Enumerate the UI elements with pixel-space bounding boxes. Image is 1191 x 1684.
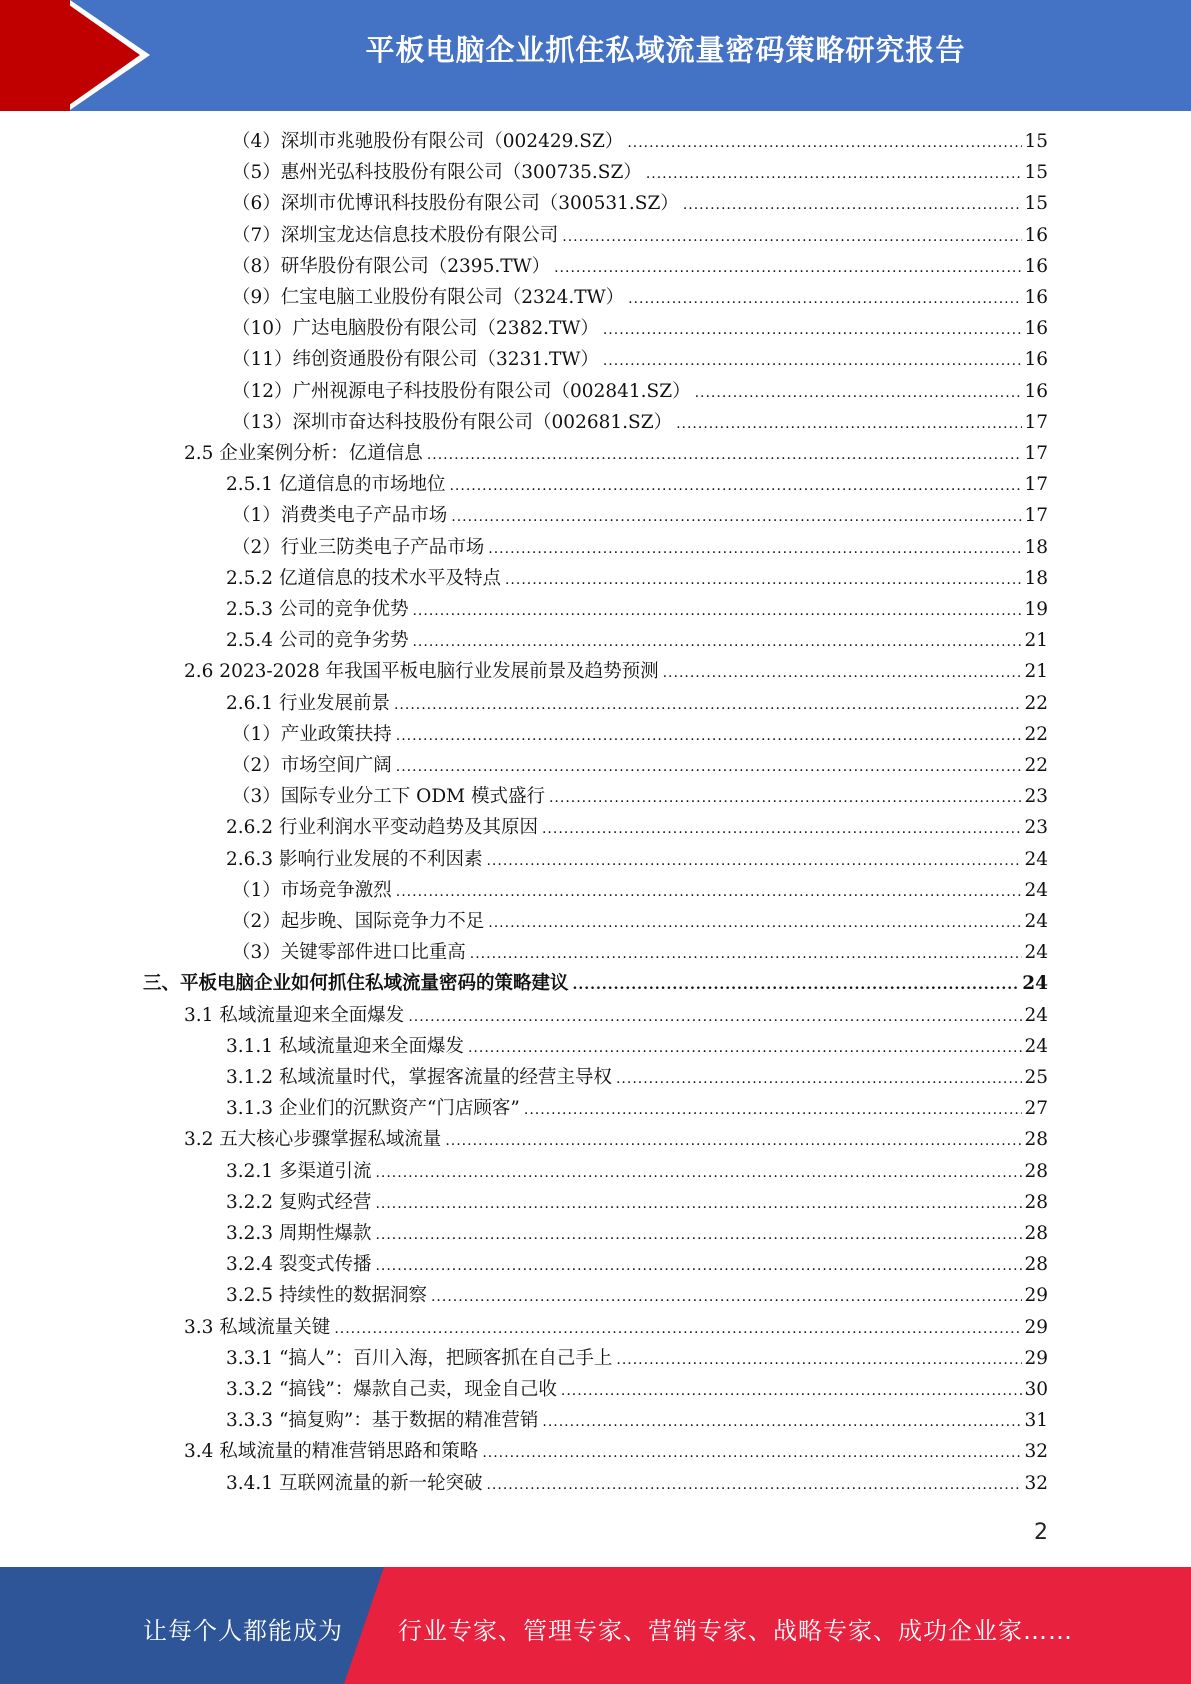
toc-leader-dots xyxy=(562,223,1022,251)
toc-entry-label: （1）市场竞争激烈 xyxy=(232,879,392,901)
toc-leader-dots xyxy=(628,285,1022,313)
toc-entry-page: 15 xyxy=(1024,193,1048,215)
toc-leader-dots xyxy=(486,1471,1022,1499)
toc-entry[interactable] xyxy=(232,752,1048,780)
toc-entry[interactable] xyxy=(226,1158,1048,1186)
toc-leader-dots xyxy=(375,1221,1022,1249)
toc-entry-page: 23 xyxy=(1024,786,1048,808)
toc-entry-label: 3.4.1 互联网流量的新一轮突破 xyxy=(226,1472,483,1494)
toc-leader-dots xyxy=(334,1315,1022,1343)
toc-leader-dots xyxy=(396,878,1023,906)
toc-leader-dots xyxy=(603,347,1023,375)
toc-leader-dots xyxy=(549,784,1022,812)
toc-entry-label: 3.2.3 周期性爆款 xyxy=(226,1223,372,1244)
toc-leader-dots xyxy=(482,1439,1022,1467)
toc-entry[interactable] xyxy=(226,1095,1048,1123)
toc-entry-label: （2）起步晚、国际竞争力不足 xyxy=(232,911,485,932)
toc-leader-dots xyxy=(486,847,1022,875)
toc-leader-dots xyxy=(449,472,1022,500)
toc-leader-dots xyxy=(603,316,1023,344)
toc-entry-label: 3.4 私域流量的精准营销思路和策略 xyxy=(184,1441,479,1463)
toc-entry-page: 17 xyxy=(1024,505,1048,527)
toc-entry-page: 19 xyxy=(1024,599,1048,620)
toc-entry-page: 22 xyxy=(1024,692,1048,714)
toc-entry-page: 24 xyxy=(1024,1035,1048,1057)
toc-entry-label: 2.6 2023-2028 年我国平板电脑行业发展前景及趋势预测 xyxy=(184,661,659,683)
toc-entry[interactable] xyxy=(184,1314,1048,1342)
toc-entry[interactable] xyxy=(226,627,1048,655)
toc-entry-page: 22 xyxy=(1024,723,1048,745)
toc-entry-label: 3.3.3 “搞复购”：基于数据的精准营销 xyxy=(226,1410,539,1432)
toc-entry-page: 29 xyxy=(1024,1316,1048,1338)
toc-entry-label: （10）广达电脑股份有限公司（2382.TW） xyxy=(232,318,599,340)
toc-leader-dots xyxy=(396,753,1023,781)
page-header xyxy=(0,0,1191,111)
toc-entry-label: 2.5.4 公司的竞争劣势 xyxy=(226,630,409,652)
toc-entry-label: 3.1.1 私域流量迎来全面爆发 xyxy=(226,1035,464,1057)
toc-entry-label: 2.5.1 亿道信息的市场地位 xyxy=(226,474,446,496)
toc-leader-dots xyxy=(561,1377,1023,1405)
toc-leader-dots xyxy=(375,1252,1022,1280)
toc-entry[interactable] xyxy=(232,908,1048,936)
toc-leader-dots xyxy=(412,597,1022,625)
toc-entry[interactable] xyxy=(232,284,1048,312)
toc-entry-page: 24 xyxy=(1024,848,1048,870)
toc-entry[interactable] xyxy=(232,128,1048,156)
toc-entry-label: 3.2.1 多渠道引流 xyxy=(226,1160,372,1182)
toc-entry-page: 17 xyxy=(1024,443,1048,464)
toc-entry[interactable] xyxy=(184,1438,1048,1466)
toc-leader-dots xyxy=(542,1408,1022,1436)
toc-entry-label: （11）纬创资通股份有限公司（3231.TW） xyxy=(232,349,599,371)
toc-entry[interactable] xyxy=(232,378,1048,406)
toc-entry-page: 21 xyxy=(1024,661,1048,683)
toc-leader-dots xyxy=(646,160,1023,188)
toc-entry-label: （3）国际专业分工下 ODM 模式盛行 xyxy=(232,786,545,808)
toc-entry-label: 2.6.3 影响行业发展的不利因素 xyxy=(226,848,483,870)
toc-leader-dots xyxy=(488,909,1022,937)
toc-entry-page: 16 xyxy=(1024,380,1048,402)
toc-entry-label: 3.3 私域流量关键 xyxy=(184,1316,331,1338)
header-chevron-red xyxy=(62,0,140,110)
toc-leader-dots xyxy=(408,1003,1022,1031)
toc-entry-label: 3.2 五大核心步骤掌握私域流量 xyxy=(184,1129,442,1151)
toc-entry-page: 28 xyxy=(1024,1223,1048,1244)
toc-leader-dots xyxy=(542,815,1022,843)
document-title: 平板电脑企业抓住私域流量密码策略研究报告 xyxy=(365,33,966,67)
toc-entry-label: （9）仁宝电脑工业股份有限公司（2324.TW） xyxy=(232,287,625,308)
toc-entry[interactable] xyxy=(226,1064,1048,1092)
toc-entry[interactable] xyxy=(232,502,1048,530)
toc-leader-dots xyxy=(488,535,1022,563)
toc-leader-dots xyxy=(412,628,1022,656)
toc-entry-page: 24 xyxy=(1024,942,1048,964)
toc-entry[interactable] xyxy=(226,1189,1048,1217)
toc-entry-label: 3.3.1 “搞人”：百川入海，把顾客抓在自己手上 xyxy=(226,1347,613,1369)
footer-slogan-right: 行业专家、管理专家、营销专家、战略专家、成功企业家…… xyxy=(398,1617,1073,1645)
toc-entry-page: 24 xyxy=(1022,973,1048,995)
toc-entry[interactable] xyxy=(226,1470,1048,1498)
toc-leader-dots xyxy=(573,971,1021,999)
toc-leader-dots xyxy=(676,410,1022,438)
toc-leader-dots xyxy=(396,722,1023,750)
toc-entry-page: 24 xyxy=(1024,1004,1048,1026)
toc-entry-label: 2.6.1 行业发展前景 xyxy=(226,692,390,714)
toc-entry-page: 30 xyxy=(1024,1379,1048,1400)
toc-entry-page: 24 xyxy=(1024,879,1048,901)
toc-entry[interactable] xyxy=(232,783,1048,811)
toc-entry-page: 29 xyxy=(1024,1347,1048,1369)
toc-entry-label: 三、平板电脑企业如何抓住私域流量密码的策略建议 xyxy=(143,973,569,995)
toc-leader-dots xyxy=(616,1346,1022,1374)
toc-entry-page: 29 xyxy=(1024,1285,1048,1307)
toc-entry-page: 32 xyxy=(1024,1441,1048,1463)
toc-entry-page: 23 xyxy=(1024,817,1048,839)
toc-entry[interactable] xyxy=(226,1407,1048,1435)
toc-entry-page: 17 xyxy=(1024,474,1048,496)
toc-leader-dots xyxy=(470,940,1023,968)
toc-entry[interactable] xyxy=(226,1220,1048,1248)
toc-entry-label: （2）市场空间广阔 xyxy=(232,755,392,776)
toc-entry-page: 28 xyxy=(1024,1129,1048,1151)
footer-slant xyxy=(344,1567,384,1684)
toc-entry-label: 3.2.4 裂变式传播 xyxy=(226,1254,372,1276)
toc-leader-dots xyxy=(663,659,1023,687)
page-footer xyxy=(0,1567,1191,1684)
toc-entry[interactable] xyxy=(232,346,1048,374)
toc-entry-page: 28 xyxy=(1024,1160,1048,1182)
toc-entry-label: 3.1.2 私域流量时代，掌握客流量的经营主导权 xyxy=(226,1067,612,1088)
toc-entry[interactable] xyxy=(232,939,1048,967)
toc-entry-page: 25 xyxy=(1024,1067,1048,1088)
toc-entry-label: 2.5.3 公司的竞争优势 xyxy=(226,599,409,620)
toc-entry-label: （5）惠州光弘科技股份有限公司（300735.SZ） xyxy=(232,162,642,184)
toc-entry[interactable] xyxy=(232,253,1048,281)
toc-leader-dots xyxy=(616,1065,1022,1093)
toc-leader-dots xyxy=(524,1096,1023,1124)
toc-entry[interactable] xyxy=(184,658,1048,686)
toc-entry-page: 24 xyxy=(1024,911,1048,932)
toc-entry[interactable] xyxy=(226,1282,1048,1310)
toc-entry-page: 28 xyxy=(1024,1254,1048,1276)
toc-entry-page: 17 xyxy=(1024,411,1048,433)
toc-entry-label: 3.1.3 企业们的沉默资产“门店顾客” xyxy=(226,1098,520,1120)
toc-entry[interactable] xyxy=(232,222,1048,250)
toc-entry-page: 16 xyxy=(1024,349,1048,371)
toc-leader-dots xyxy=(431,1283,1022,1311)
toc-leader-dots xyxy=(451,503,1022,531)
toc-entry[interactable] xyxy=(226,565,1048,593)
toc-entry[interactable] xyxy=(232,534,1048,562)
toc-entry-label: （3）关键零部件进口比重高 xyxy=(232,942,466,964)
toc-entry-label: （4）深圳市兆驰股份有限公司（002429.SZ） xyxy=(232,131,624,152)
toc-entry-label: 3.2.5 持续性的数据洞察 xyxy=(226,1285,427,1307)
toc-leader-dots xyxy=(375,1159,1022,1187)
toc-entry-page: 18 xyxy=(1024,536,1048,558)
toc-entry-page: 16 xyxy=(1024,255,1048,277)
toc-entry[interactable] xyxy=(226,1376,1048,1404)
toc-entry-page: 16 xyxy=(1024,318,1048,340)
toc-entry-label: 2.6.2 行业利润水平变动趋势及其原因 xyxy=(226,817,538,839)
toc-entry[interactable] xyxy=(232,190,1048,218)
toc-entry-label: 2.5 企业案例分析：亿道信息 xyxy=(184,443,423,464)
toc-leader-dots xyxy=(375,1190,1022,1218)
toc-entry-label: 3.1 私域流量迎来全面爆发 xyxy=(184,1004,405,1026)
toc-entry-page: 18 xyxy=(1024,567,1048,589)
page-number: 2 xyxy=(1034,1520,1048,1545)
toc-entry[interactable] xyxy=(184,1126,1048,1154)
toc-entry-label: （8）研华股份有限公司（2395.TW） xyxy=(232,255,551,277)
toc-leader-dots xyxy=(683,191,1023,219)
toc-entry[interactable] xyxy=(232,721,1048,749)
toc-entry-page: 22 xyxy=(1024,755,1048,776)
toc-entry-label: （13）深圳市奋达科技股份有限公司（002681.SZ） xyxy=(232,411,673,433)
toc-entry[interactable] xyxy=(226,1345,1048,1373)
toc-entry[interactable] xyxy=(226,846,1048,874)
toc-entry-page: 31 xyxy=(1024,1410,1048,1432)
toc-entry-page: 15 xyxy=(1024,131,1048,152)
toc-leader-dots xyxy=(554,254,1022,282)
toc-leader-dots xyxy=(427,441,1023,469)
toc-entry[interactable] xyxy=(226,1033,1048,1061)
toc-entry[interactable] xyxy=(143,970,1048,998)
toc-entry[interactable] xyxy=(232,159,1048,187)
toc-entry-page: 27 xyxy=(1024,1098,1048,1120)
toc-entry[interactable] xyxy=(232,877,1048,905)
toc-entry-label: （6）深圳市优博讯科技股份有限公司（300531.SZ） xyxy=(232,193,679,215)
toc-entry-page: 21 xyxy=(1024,630,1048,652)
toc-entry-page: 16 xyxy=(1024,224,1048,246)
toc-entry[interactable] xyxy=(184,440,1048,468)
footer-slogan-left: 让每个人都能成为 xyxy=(143,1617,343,1645)
toc-entry-page: 32 xyxy=(1024,1472,1048,1494)
toc-entry-label: 3.2.2 复购式经营 xyxy=(226,1191,372,1213)
toc-entry-page: 28 xyxy=(1024,1191,1048,1213)
toc-entry-label: （1）消费类电子产品市场 xyxy=(232,505,448,527)
toc-entry-label: （2）行业三防类电子产品市场 xyxy=(232,536,485,558)
toc-entry[interactable] xyxy=(226,596,1048,624)
toc-entry[interactable] xyxy=(184,1002,1048,1030)
toc-leader-dots xyxy=(505,566,1022,594)
toc-entry-label: （12）广州视源电子科技股份有限公司（002841.SZ） xyxy=(232,380,691,402)
toc-leader-dots xyxy=(394,691,1022,719)
toc-entry-label: （1）产业政策扶持 xyxy=(232,723,392,745)
toc-leader-dots xyxy=(627,129,1022,157)
toc-leader-dots xyxy=(445,1127,1022,1155)
toc-entry[interactable] xyxy=(226,690,1048,718)
toc-entry-label: 2.5.2 亿道信息的技术水平及特点 xyxy=(226,567,501,589)
toc-entry-page: 16 xyxy=(1024,287,1048,308)
toc-entry[interactable] xyxy=(226,1251,1048,1279)
toc-entry[interactable] xyxy=(232,409,1048,437)
toc-leader-dots xyxy=(695,379,1023,407)
toc-entry[interactable] xyxy=(226,814,1048,842)
toc-entry[interactable] xyxy=(226,471,1048,499)
toc-entry-page: 15 xyxy=(1024,162,1048,184)
toc-leader-dots xyxy=(468,1034,1022,1062)
toc-entry-label: （7）深圳宝龙达信息技术股份有限公司 xyxy=(232,224,559,246)
toc-entry[interactable] xyxy=(232,315,1048,343)
toc-entry-label: 3.3.2 “搞钱”：爆款自己卖，现金自己收 xyxy=(226,1379,557,1400)
header-red-block xyxy=(0,0,70,111)
